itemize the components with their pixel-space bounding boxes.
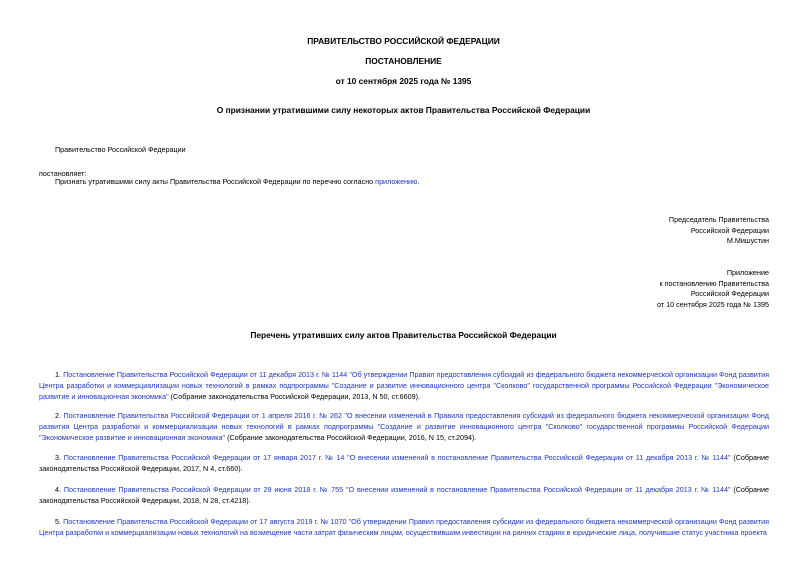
preamble-text: Правительство Российской Федерации [55, 145, 186, 154]
appendix-ref: к постановлению Правительства [659, 278, 769, 288]
signature-block [669, 215, 769, 247]
item-source: (Собрание законодательства Российской Федерации, 2018, N 28, ст.4218). [39, 485, 770, 505]
government-heading: ПРАВИТЕЛЬСТВО РОССИЙСКОЙ ФЕДЕРАЦИИ [307, 36, 500, 46]
act-link[interactable]: Постановление Правительства Российской Федерации от 29 июня 2018 г. № 755 "О внесении изменений в постановление Правительства Российской Федерации от 11 декабря 2013 г. № 1144" [63, 485, 731, 494]
document-title: О признании утратившими силу некоторых актов Правительства Российской Федерации [216, 105, 591, 115]
list-item [39, 484, 769, 506]
act-link[interactable]: Постановление Правительства Российской Федерации от 1 апреля 2016 г. № 262 "О внесении изменений в Правила предоставления субсидий из федерального бюджета некоммерческой организации Фонд развития Центра разработки и коммерциализации новых технологий в рамках подпрограммы "Создание и развитие инновационного центра "Сколково" государственной программы Российской Федерации "Экономическое развитие и инновационная экономика" [39, 411, 769, 442]
clause-paragraph [55, 177, 419, 187]
item-number: 3. [55, 453, 64, 462]
list-title: Перечень утративших силу актов Правительства Российской Федерации [250, 330, 557, 340]
signature-position: Председатель Правительства [668, 215, 769, 224]
item-source: (Собрание законодательства Российской Федерации, 2013, N 50, ст.6609). [168, 392, 420, 401]
act-link[interactable]: Постановление Правительства Российской Федерации от 17 августа 2019 г. № 1070 "Об утверждении Правил предоставления субсидии из федерального бюджета некоммерческой организации Фонд развития Центра разработки и коммерциализации новых технологий на возмещение части затрат физическим лицам, осуществившим инвестиции на ранних стадиях в юридические лица, получившие статус участника проекта [39, 517, 769, 537]
list-item [39, 410, 769, 443]
act-link[interactable]: Постановление Правительства Российской Федерации от 17 января 2017 г. № 14 "О внесении изменений в постановление Правительства Российской Федерации от 11 декабря 2013 г. № 1144" [63, 453, 731, 462]
signature-name: М.Мишустин [726, 236, 769, 245]
item-number: 5. [55, 517, 64, 526]
item-number: 4. [55, 485, 64, 494]
clause-end: . [417, 177, 420, 186]
document-type-heading: ПОСТАНОВЛЕНИЕ [365, 56, 442, 66]
item-source: (Собрание законодательства Российской Федерации, 2016, N 15, ст.2094). [225, 433, 477, 442]
appendix-org: Российской Федерации [690, 289, 769, 298]
item-number: 2. [55, 411, 64, 420]
list-item [39, 369, 769, 402]
clause-text: Признать утратившими силу акты Правительства Российской Федерации по перечню согласно [55, 177, 376, 186]
decides-text: постановляет: [39, 169, 87, 178]
appendix-header [657, 268, 769, 310]
list-item [39, 516, 769, 538]
act-link[interactable]: Постановление Правительства Российской Федерации от 11 декабря 2013 г. № 1144 "Об утверждении Правил предоставления субсидий из федерального бюджета некоммерческой организации Фонд развития Центра разработки и коммерциализации новых технологий в рамках подпрограммы "Создание и развитие инновационного центра "Сколково" государственной программы Российской Федерации "Экономическое развитие и инновационная экономика" [39, 370, 769, 401]
signature-org: Российской Федерации [690, 225, 769, 235]
item-source: (Собрание законодательства Российской Федерации, 2017, N 4, ст.660). [39, 453, 770, 473]
list-item [39, 452, 769, 474]
date-number-heading: от 10 сентября 2025 года № 1395 [335, 76, 472, 86]
appendix-label: Приложение [726, 268, 769, 277]
appendix-date: от 10 сентября 2025 года № 1395 [657, 299, 769, 309]
item-number: 1. [55, 370, 64, 379]
appendix-link[interactable]: приложению [375, 177, 418, 186]
